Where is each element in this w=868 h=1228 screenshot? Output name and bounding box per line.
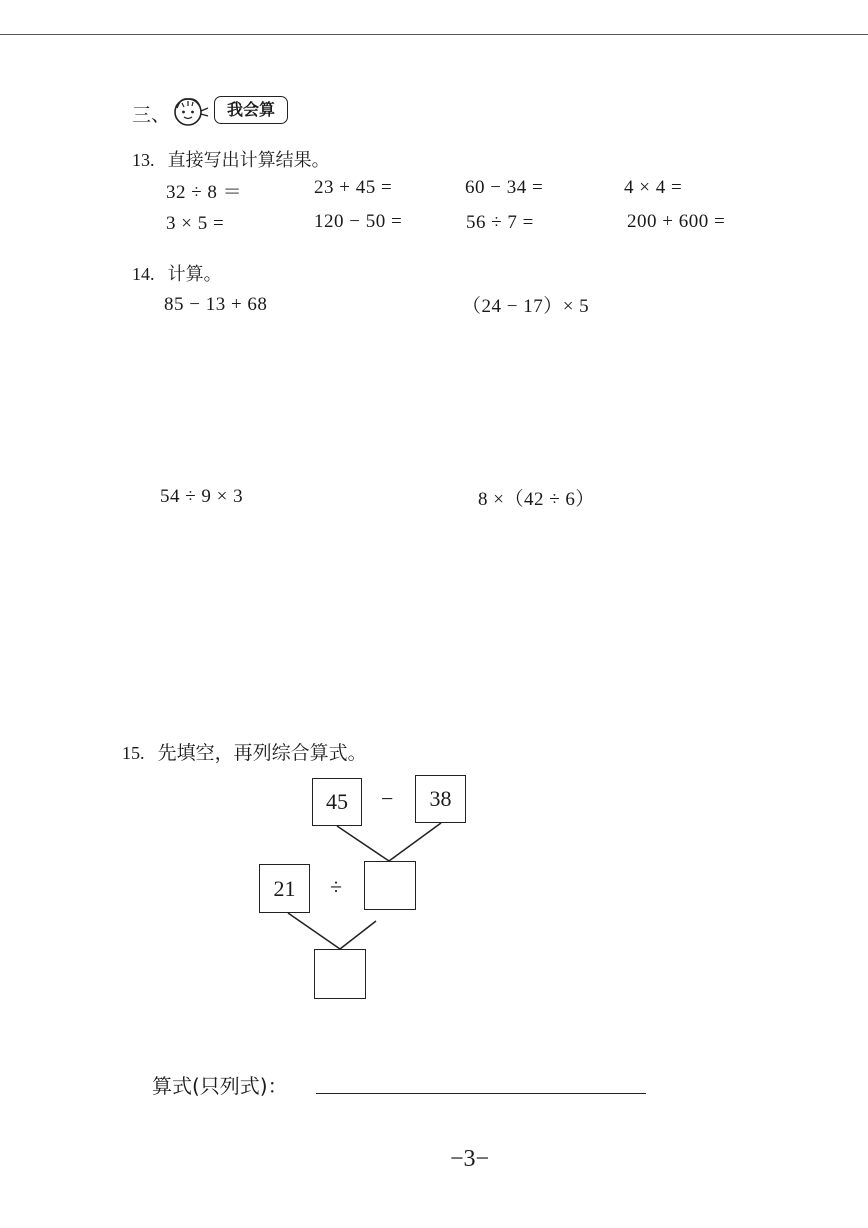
section-badge: 我会算 <box>214 96 288 124</box>
q14-title: 计算。 <box>167 264 222 285</box>
q13-expr-6: 120 − 50 = <box>314 211 403 232</box>
formula-label: 算式(只列式)： <box>152 1074 288 1098</box>
q13-number: 13. <box>132 150 155 170</box>
q14-expr-3: 54 ÷ 9 × 3 <box>160 486 244 507</box>
q13-expr-7: 56 ÷ 7 = <box>466 212 534 233</box>
q15-number: 15. <box>122 743 145 763</box>
blank-box-result[interactable] <box>314 949 366 999</box>
blank-box-middle[interactable] <box>364 861 416 910</box>
operator-minus: − <box>381 786 394 811</box>
q13-title: 直接写出计算结果。 <box>167 150 330 171</box>
q13-expr-2: 23 + 45 = <box>314 177 393 198</box>
q14-expr-4: 8 ×（42 ÷ 6） <box>478 489 595 510</box>
q14-expr-2: （24 − 17）× 5 <box>462 296 590 317</box>
q13-expr-3: 60 − 34 = <box>465 177 544 198</box>
q14-number: 14. <box>132 264 155 284</box>
q14-expr-1: 85 − 13 + 68 <box>164 294 268 315</box>
operator-divide: ÷ <box>330 874 343 899</box>
box-top-right: 38 <box>415 775 466 823</box>
q13-expr-8: 200 + 600 = <box>627 211 726 232</box>
q15-title: 先填空，再列综合算式。 <box>157 742 367 764</box>
q13-expr-5: 3 × 5 = <box>166 213 225 234</box>
q13-expr-4: 4 × 4 = <box>624 177 683 198</box>
page-number: −3− <box>450 1146 490 1172</box>
box-top-left: 45 <box>312 778 362 826</box>
box-middle-left: 21 <box>259 864 310 913</box>
section-number: 三、 <box>132 104 171 126</box>
q13-expr-1: 32 ÷ 8 ＝ <box>166 182 243 203</box>
formula-answer-line[interactable] <box>316 1093 646 1094</box>
